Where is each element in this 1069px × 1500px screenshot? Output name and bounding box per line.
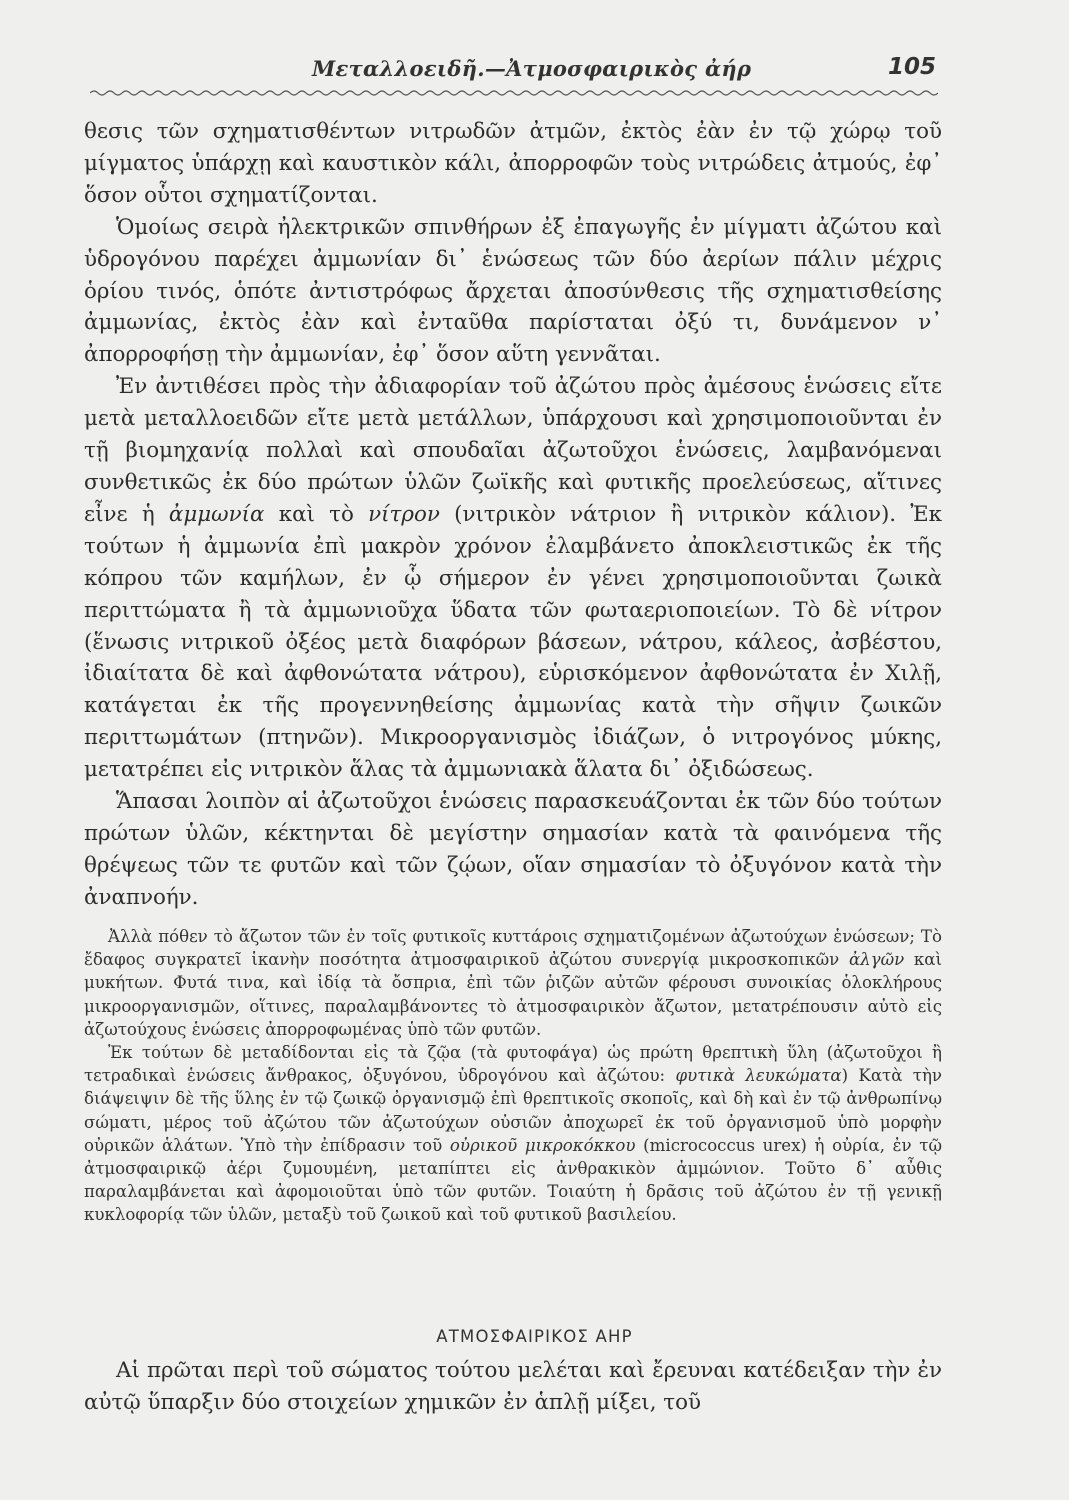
page-number: 105 <box>887 54 936 80</box>
section-paragraph: Αἱ πρῶται περὶ τοῦ σώματος τούτου μελέται καὶ ἔρευναι κατέδειξαν τὴν ἐν αὐτῷ ὕπαρξιν δύο στοιχείων χημικῶν ἐν ἁπλῇ μίξει, τοῦ <box>84 1358 942 1415</box>
main-text <box>84 116 942 914</box>
section-heading: ΑΤΜΟΣΦΑΙΡΙΚΟΣ ΑΗΡ <box>436 1327 633 1346</box>
term-micrococcus: οὐρικοῦ μικροκόκκου <box>449 1135 636 1155</box>
paragraph-4: Ἅπασαι λοιπὸν αἱ ἀζωτοῦχοι ἑνώσεις παρασκευάζονται ἐκ τῶν δύο τούτων πρώτων ὑλῶν, κέκτηνται δὲ μεγίστην σημασίαν κατὰ τὰ φαινόμενα τῆς θρέψεως τῶν τε φυτῶν καὶ τῶν ζῴων, οἵαν σημασίαν τὸ ὀξυγόνον κατὰ τὴν ἀναπνοήν. <box>84 789 942 910</box>
small-print-section <box>84 925 942 1227</box>
paragraph-2: Ὁμοίως σειρὰ ἠλεκτρικῶν σπινθήρων ἐξ ἐπαγωγῆς ἐν μίγματι ἀζώτου καὶ ὑδρογόνου παρέχει ἀμμωνίαν δι᾽ ἑνώσεως τῶν δύο ἀερίων πάλιν μέχρις ὁρίου τινός, ὁπότε ἀντιστρόφως ἄρχεται ἀποσύνθεσις τῆς σχηματισθείσης ἀμμωνίας, ἐκτὸς ἐὰν καὶ ἐνταῦθα παρίσταται ὀξύ τι, δυνάμενον ν᾽ ἀπορροφήσῃ τὴν ἀμμωνίαν, ἐφ᾽ ὅσον αὕτη γεννᾶται. <box>84 214 942 368</box>
paragraph-3-part-1: Ἐν ἀντιθέσει πρὸς τὴν ἀδιαφορίαν τοῦ ἀζώτου πρὸς ἀμέσους ἑνώσεις εἴτε μετὰ μεταλλοειδῶν εἴτε μετὰ μετάλλων, ὑπάρχουσι καὶ χρησιμοποιοῦνται ἐν τῇ βιομηχανίᾳ πολλαὶ καὶ σπουδαῖαι ἀζωτοῦχοι ἑνώσεις, λαμβανόμεναι συνθετικῶς ἐκ δύο πρώτων ὑλῶν ζωϊκῆς καὶ φυτικῆς προελεύσεως, αἵτινες εἶνε ἡ <box>84 374 942 527</box>
small-paragraph-2-part-3: (micrococcus urex) ἡ οὐρία, ἐν τῷ ἀτμοσφαιρικῷ ἀέρι ζυμουμένη, μεταπίπτει εἰς ἀνθρακικὸν ἀμμώνιον. Τοῦτο δ᾽ αὖθις παραλαμβάνεται καὶ ἀφομοιοῦται ὑπὸ τῶν φυτῶν. Τοιαύτη ἡ δρᾶσις τοῦ ἀζώτου ἐν τῇ γενικῇ κυκλοφορίᾳ τῶν ὑλῶν, μεταξὺ τοῦ ζωικοῦ καὶ τοῦ φυτικοῦ βασιλείου. <box>84 1135 942 1225</box>
term-plant-albumins: φυτικὰ λευκώματα <box>675 1066 842 1086</box>
paragraph-3-part-3: (νιτρικὸν νάτριον ἢ νιτρικὸν κάλιον). Ἐκ τούτων ἡ ἀμμωνία ἐπὶ μακρὸν χρόνον ἐλαμβάνετο ἀποκλειστικῶς ἐκ τῆς κόπρου τῶν καμήλων, ἐν ᾧ σήμερον ἐν γένει χρησιμοποιοῦνται ζωικὰ περιττώματα ἢ τὰ ἀμμωνιοῦχα ὕδατα τῶν φωταεριοποιείων. Τὸ δὲ νίτρον (ἕνωσις νιτρικοῦ ὀξέος μετὰ διαφόρων βάσεων, νάτρου, κάλεος, ἀσβέστου, ἰδιαίτατα δὲ καὶ ἀφθονώτατα νάτρου), εὑρισκόμενον ἀφθονώτατα ἐν Χιλῇ, κατάγεται ἐκ τῆς προγεννηθείσης ἀμμωνίας κατὰ τὴν σῆψιν ζωικῶν περιττωμάτων (πτηνῶν). Μικροοργανισμὸς ἰδιάζων, ὁ νιτρογόνος μύκης, μετατρέπει εἰς νιτρικὸν ἅλας τὰ ἀμμωνιακὰ ἅλατα δι᾽ ὀξιδώσεως. <box>84 501 942 783</box>
small-paragraph-2 <box>84 1041 942 1227</box>
paragraph-1: θεσις τῶν σχηματισθέντων νιτρωδῶν ἀτμῶν, ἐκτὸς ἐὰν ἐν τῷ χώρῳ τοῦ μίγματος ὑπάρχῃ καὶ καυστικὸν κάλι, ἀπορροφῶν τοὺς νιτρώδεις ἀτμούς, ἐφ᾽ ὅσον οὗτοι σχηματίζονται. <box>84 119 942 208</box>
small-paragraph-2-part-2: ) Κατὰ τὴν διάψειψιν δὲ τῆς ὕλης ἐν τῷ ζωικῷ ὀργανισμῷ ἐπὶ θρεπτικοῖς σκοποῖς, καὶ δὴ καὶ ἐν τῷ ἀνθρωπίνῳ σώματι, μέρος τοῦ ἀζώτου τῶν ἀζωτούχων οὐσιῶν ἀποχωρεῖ ἐκ τοῦ ὀργανισμοῦ ὑπὸ μορφὴν οὐρικῶν ἁλάτων. Ὑπὸ τὴν ἐπίδρασιν τοῦ <box>84 1066 942 1155</box>
page-header <box>90 56 938 92</box>
paragraph-3-part-2: καὶ τὸ <box>278 501 354 527</box>
term-algae: ἀλγῶν <box>848 950 905 970</box>
running-title: Μεταλλοειδῆ.—Ἀτμοσφαιρικὸς ἀήρ <box>312 56 752 81</box>
paragraph-3 <box>84 371 942 786</box>
term-nitre: νίτρον <box>368 501 440 527</box>
small-paragraph-1 <box>84 925 942 1041</box>
section-text <box>84 1355 942 1419</box>
wavy-header-rule <box>90 88 938 98</box>
small-paragraph-1-part-2: καὶ μυκήτων. Φυτά τινα, καὶ ἰδίᾳ τὰ ὄσπρια, ἐπὶ τῶν ῥιζῶν αὐτῶν φέρουσι συνοικίας ὁλοκλήρους μικροοργανισμῶν, οἵτινες, παραλαμβάνοντες τὸ ἀτμοσφαιρικὸν ἄζωτον, μετατρέπουσιν αὐτὸ εἰς ἀζωτούχους ἑνώσεις ἀπορροφωμένας ὑπὸ τῶν φυτῶν. <box>84 950 942 1039</box>
small-paragraph-2-part-1: Ἐκ τούτων δὲ μεταδίδονται εἰς τὰ ζῷα (τὰ φυτοφάγα) ὡς πρώτη θρεπτικὴ ὕλη (ἀζωτοῦχοι ἢ τετραδικαὶ ἑνώσεις ἄνθρακος, ὀξυγόνου, ὑδρογόνου καὶ ἀζώτου: <box>84 1043 942 1086</box>
term-ammonia: ἀμμωνία <box>168 501 265 527</box>
small-paragraph-1-part-1: Ἀλλὰ πόθεν τὸ ἄζωτον τῶν ἐν τοῖς φυτικοῖς κυττάροις σχηματιζομένων ἀζωτούχων ἑνώσεων; Τὸ ἔδαφος συγκρατεῖ ἱκανὴν ποσότητα ἀτμοσφαιρικοῦ ἀζώτου συνεργίᾳ μικροσκοπικῶν <box>84 927 942 970</box>
